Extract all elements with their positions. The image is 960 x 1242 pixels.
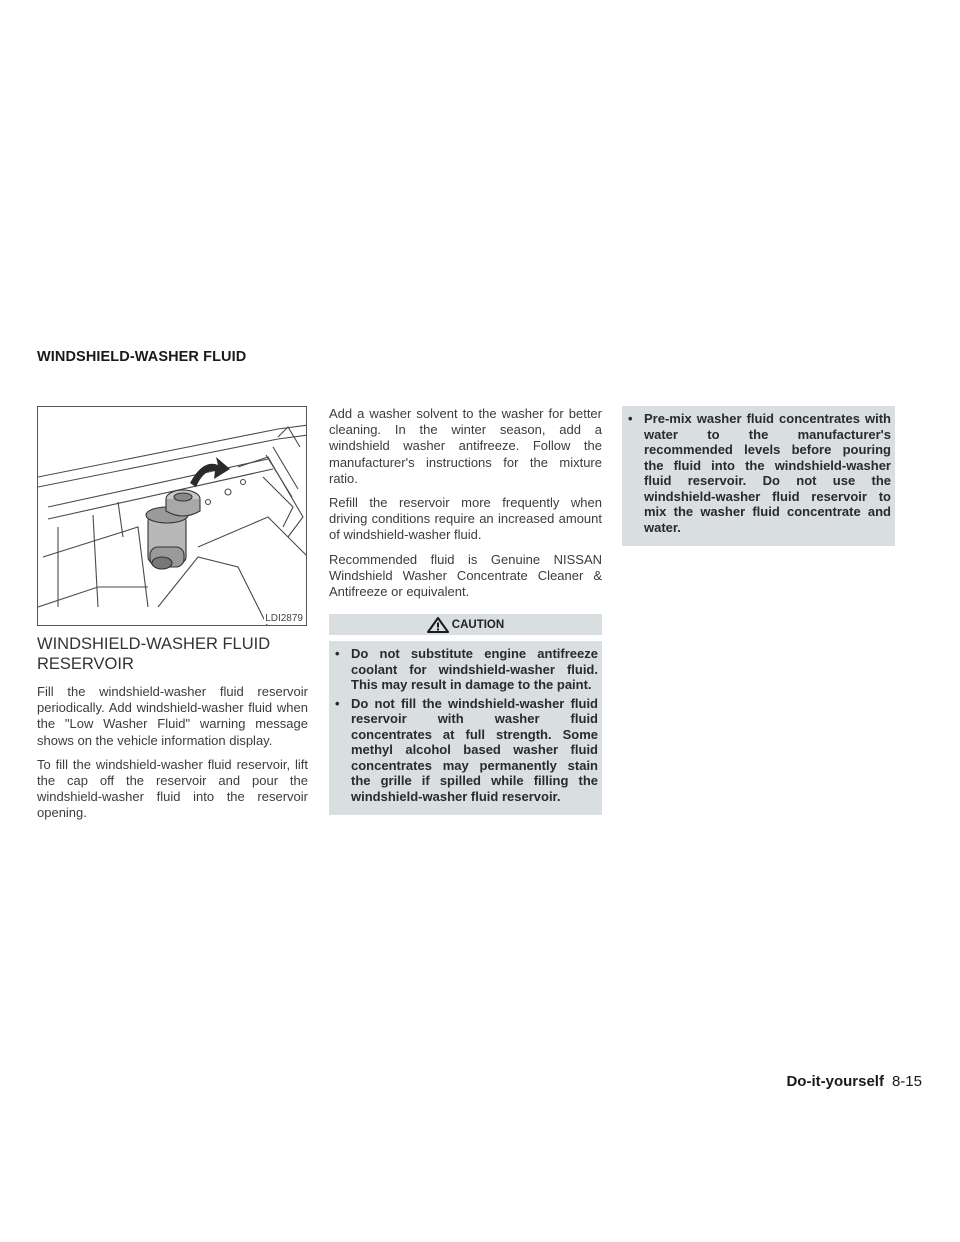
bullet-dot-icon: • bbox=[335, 695, 340, 711]
engine-bay-drawing bbox=[38, 407, 307, 626]
caution-box bbox=[329, 641, 602, 815]
caution-box-continued bbox=[622, 406, 895, 546]
caution-item bbox=[628, 411, 891, 535]
footer-section: Do-it-yourself bbox=[786, 1073, 884, 1090]
paragraph: Recommended fluid is Genuine NISSAN Windshield Washer Concentrate Cleaner & Antifreeze or equivalent. bbox=[329, 551, 602, 600]
subsection-heading: WINDSHIELD-WASHER FLUID RESERVOIR bbox=[37, 635, 271, 673]
caution-item bbox=[335, 696, 598, 805]
bullet-dot-icon: • bbox=[335, 646, 340, 662]
caution-item bbox=[335, 646, 598, 693]
caution-header bbox=[329, 614, 602, 635]
page-number: 8-15 bbox=[891, 1073, 922, 1090]
warning-triangle-icon bbox=[427, 617, 449, 633]
reservoir-illustration bbox=[37, 406, 307, 626]
caution-text: Do not substitute engine antifreeze coolant for windshield-washer fluid. This may result in damage to the paint. bbox=[351, 646, 598, 693]
paragraph: Fill the windshield-washer fluid reservoir periodically. Add windshield-washer fluid when the "Low Washer Fluid" warning message shows on the vehicle information display. bbox=[37, 684, 308, 748]
column-1 bbox=[37, 634, 308, 830]
caution-text: Do not fill the windshield-washer fluid reservoir with washer fluid concentrates at full strength. Some methyl alcohol based washer fluid concentrates may permanently stain the grille if spilled while filling the windshield-washer fluid reservoir. bbox=[351, 695, 598, 804]
column-2 bbox=[329, 406, 602, 815]
section-title: WINDSHIELD-WASHER FLUID bbox=[37, 349, 247, 365]
paragraph: To fill the windshield-washer fluid reservoir, lift the cap off the reservoir and pour the windshield-washer fluid into the reservoir opening. bbox=[37, 756, 308, 821]
paragraph: Add a washer solvent to the washer for better cleaning. In the winter season, add a windshield washer antifreeze. Follow the manufacturer's instructions for the mixture ratio. bbox=[329, 406, 602, 486]
column-3 bbox=[622, 406, 895, 546]
paragraph: Refill the reservoir more frequently when driving conditions require an increased amount of windshield-washer fluid. bbox=[329, 495, 602, 543]
caution-label: CAUTION bbox=[451, 618, 505, 631]
figure-id: LDI2879 bbox=[265, 613, 303, 624]
page-footer bbox=[786, 1073, 922, 1090]
caution-text: Pre-mix washer fluid concentrates with water to the manufacturer's recommended levels before pouring the fluid into the windshield-washer fluid reservoir. Do not use the windshield-washer fluid reservoir to mix the washer fluid concentrate and water. bbox=[644, 411, 891, 535]
bullet-dot-icon: • bbox=[628, 411, 633, 426]
